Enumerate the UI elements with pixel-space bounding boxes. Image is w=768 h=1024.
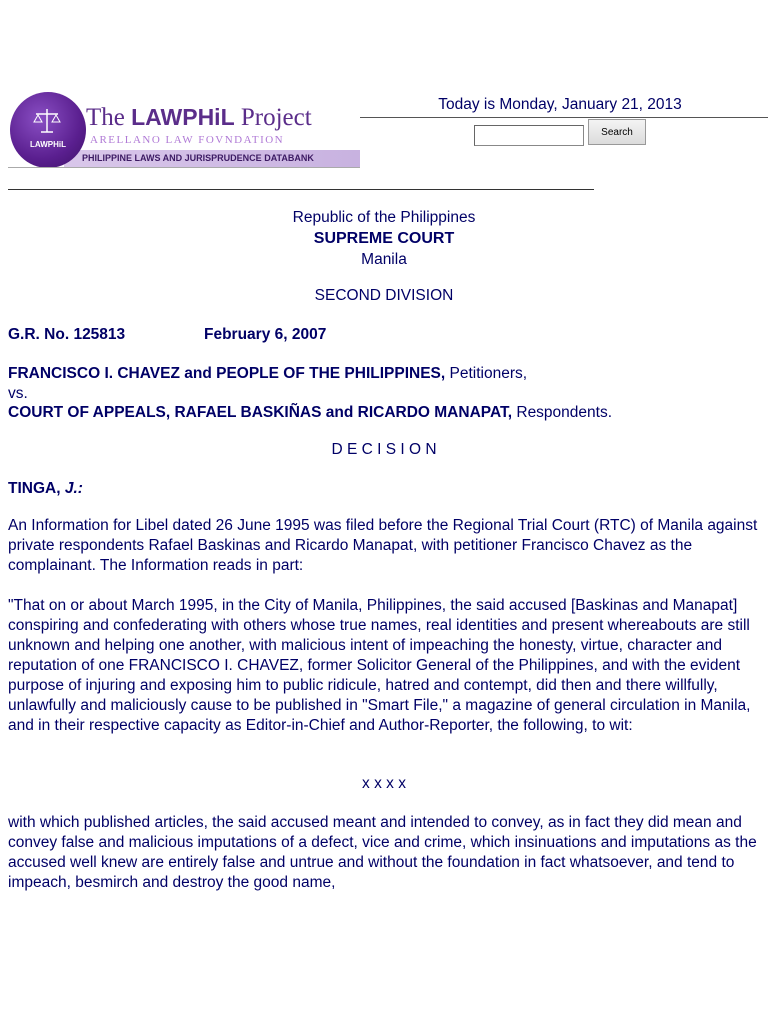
ponente xyxy=(8,480,83,498)
lawphil-logo[interactable] xyxy=(10,90,360,170)
logo-title xyxy=(86,104,312,132)
division-heading: SECOND DIVISION xyxy=(314,287,454,304)
search-button[interactable]: Search xyxy=(588,119,646,145)
city-heading: Manila xyxy=(361,251,407,268)
ponente-name: TINGA, xyxy=(8,480,61,497)
republic-heading: Republic of the Philippines xyxy=(292,209,476,226)
content-divider xyxy=(8,189,594,190)
petitioners-line xyxy=(8,365,527,383)
petitioners-names: FRANCISCO I. CHAVEZ and PEOPLE OF THE PHILIPPINES, xyxy=(8,365,446,382)
logo-subtitle: ARELLANO LAW FOVNDATION xyxy=(90,134,285,146)
logo-title-project: Project xyxy=(240,104,312,131)
body-paragraph-2: "That on or about March 1995, in the City of Manila, Philippines, the said accused [Baskinas and Manapat] conspiring and confederating with others whose true names, real identities and present whereabouts are still unknown and helping one another, with malicious intent of impeaching the honesty, virtue, character and reputation of one FRANCISCO I. CHAVEZ, former Solicitor General of the Philippines, and with the evident purpose of injuring and exposing him to public ridicule, hatred and contempt, did then and there willfully, unlawfully and maliciously cause to be published in "Smart File," a magazine of general circulation in Manila, and in their respective capacity as Editor-in-Chief and Author-Reporter, the following, to wit: xyxy=(8,597,751,734)
respondents-names: COURT OF APPEALS, RAFAEL BASKIÑAS and RICARDO MANAPAT, xyxy=(8,404,513,421)
body-paragraph-1: An Information for Libel dated 26 June 1995 was filed before the Regional Trial Court (RTC) of Manila against private respondents Rafael Baskinas and Ricardo Manapat, with petitioner Francisco Chavez as the complainant. The Information reads in part: xyxy=(8,517,758,574)
logo-title-lawphil: LAWPHiL xyxy=(131,104,235,130)
search-input[interactable] xyxy=(474,125,584,146)
versus: vs. xyxy=(8,385,28,402)
logo-tagline: PHILIPPINE LAWS AND JURISPRUDENCE DATABANK xyxy=(82,153,314,163)
logo-emblem-text: LAWPHiL xyxy=(30,140,66,149)
logo-tagline-bar xyxy=(64,150,360,168)
logo-emblem xyxy=(10,92,86,168)
supreme-court-heading: SUPREME COURT xyxy=(313,230,455,247)
logo-title-the: The xyxy=(86,104,125,131)
respondents-line xyxy=(8,404,612,422)
case-number: G.R. No. 125813 xyxy=(8,326,126,343)
body-paragraph-3: with which published articles, the said accused meant and intended to convey, as in fact they did mean and convey false and malicious imputations of a defect, vice and crime, which insinuations and imputations as the accused well knew are entirely false and untrue and without the foundation in fact whatsoever, and tend to impeach, besmirch and destroy the good name, xyxy=(8,814,757,891)
decision-heading: D E C I S I O N xyxy=(331,441,437,458)
omission-marker: x x x x xyxy=(362,775,406,792)
today-date: Today is Monday, January 21, 2013 xyxy=(438,96,682,113)
case-date: February 6, 2007 xyxy=(204,326,327,343)
logo-divider xyxy=(8,167,360,168)
ponente-title: J.: xyxy=(60,480,83,497)
scales-of-justice-icon xyxy=(32,106,62,136)
respondents-label: Respondents. xyxy=(512,404,613,421)
petitioners-label: Petitioners, xyxy=(445,365,528,382)
header-divider xyxy=(360,117,768,118)
